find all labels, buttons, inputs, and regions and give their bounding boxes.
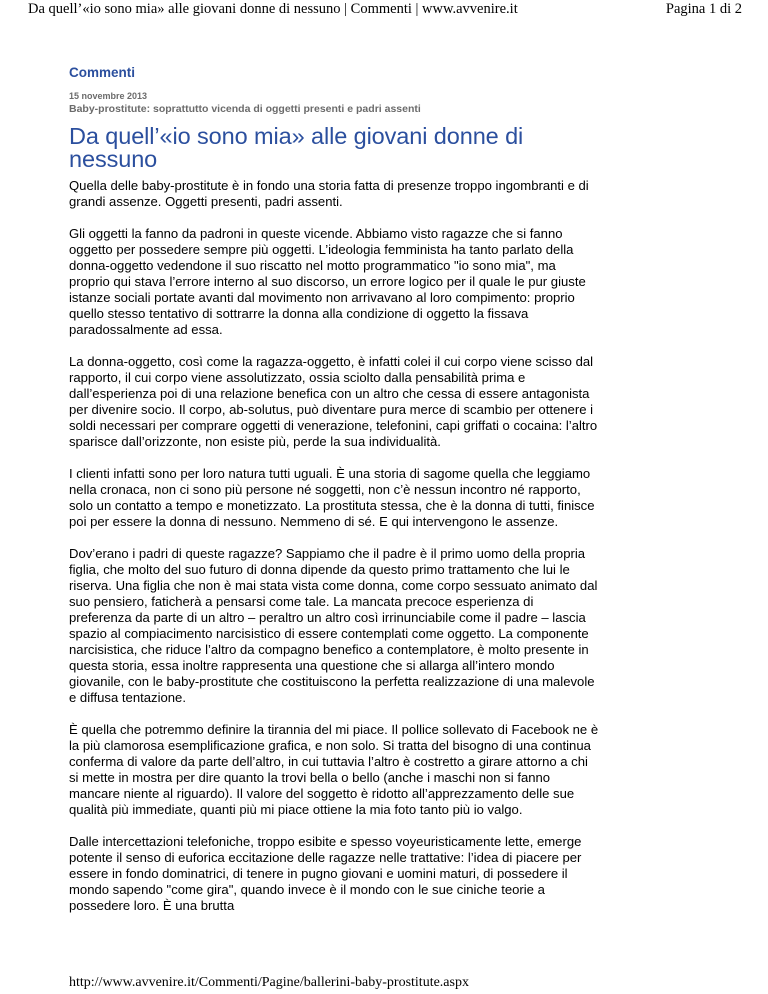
print-page-number: Pagina 1 di 2 (665, 1, 742, 17)
article-body (69, 178, 599, 914)
article-paragraph: La donna-oggetto, così come la ragazza-oggetto, è infatti colei il cui corpo viene scisso dal rapporto, il cui corpo viene assolutizzato, ossia sciolto dalla pensabilità prima e dall’esperienza poi di una relazione benefica con un altro che cessa di essere antagonista per divenire socio. Il corpo, ab-solutus, può diventare pura merce di scambio per ottenere i soldi necessari per comprare oggetti di venerazione, telefonini, capi griffati o cocaina: l’altro sparisce dall’orizzonte, non esiste più, perde la sua individualità. (69, 354, 598, 449)
article-paragraph: Dov’erano i padri di queste ragazze? Sappiamo che il padre è il primo uomo della propria figlia, che molto del suo futuro di donna dipende da questo primo trattamento che lui le riserva. Una figlia che non è mai stata vista come donna, come corpo sessuato animato dal suo pensiero, faticherà a pensarsi come tale. La mancata precoce esperienza di preferenza da parte di un altro – peraltro un altro così irrinunciabile come il padre – lascia spazio al compiacimento narcisistico di essere contemplati come oggetto. La componente narcisistica, che riduce l’altro da compagno benefico a contemplatore, è molto presente in questa storia, essa inoltre rappresenta una questione che si allarga all’intero mondo giovanile, con le baby-prostitute che costituiscono la perfetta realizzazione di una malevole e diffusa tentazione. (69, 546, 598, 705)
article-paragraph: Dalle intercettazioni telefoniche, troppo esibite e spesso voyeuristicamente lette, emerge potente il senso di euforica eccitazione delle ragazze nelle trattative: l’idea di piacere per essere in fondo dominatrici, di tenere in pugno giovani e uomini maturi, di possedere il mondo sapendo "come gira", quando invece è il mondo con le sue ciniche teorie a possedere loro. È una brutta (69, 834, 582, 913)
print-header (0, 0, 768, 22)
article-paragraph: Quella delle baby-prostitute è in fondo una storia fatta di presenze troppo ingombranti e di grandi assenze. Oggetti presenti, padri assenti. (69, 178, 589, 209)
section-link-commenti[interactable]: Commenti (69, 65, 136, 80)
article-headline: Da quell’«io sono mia» alle giovani donne di nessuno (69, 123, 524, 172)
article-date: 15 novembre 2013 (69, 91, 148, 101)
article-paragraph: Gli oggetti la fanno da padroni in queste vicende. Abbiamo visto ragazze che si fanno oggetto per possedere sempre più oggetti. L’ideologia femminista ha tanto parlato della donna-oggetto vedendone il suo riscatto nel motto programmatico "io sono mia", ma proprio qui stava l’errore interno al suo discorso, un errore logico per il quale le pur giuste istanze sociali portate avanti dal movimento non arrivavano al loro compimento: proprio quello stesso tentativo di sottrarre la donna alla condizione di oggetto la fissava paradossalmente ad essa. (69, 226, 586, 337)
print-header-title: Da quell’«io sono mia» alle giovani donne di nessuno | Commenti | www.avvenire.it (28, 1, 518, 17)
article-paragraph: I clienti infatti sono per loro natura tutti uguali. È una storia di sagome quella che leggiamo nella cronaca, non ci sono più persone né soggetti, non c’è nessun incontro né rapporto, solo un contatto a tempo e monetizzato. La prostituta stessa, che è la donna di tutti, finisce poi per essere la donna di nessuno. Nemmeno di sé. E qui intervengono le assenze. (69, 466, 595, 529)
print-footer-url: http://www.avvenire.it/Commenti/Pagine/ballerini-baby-prostitute.aspx (69, 975, 469, 990)
article-paragraph: È quella che potremmo definire la tirannia del mi piace. Il pollice sollevato di Facebook ne è la più clamorosa esemplificazione grafica, e non solo. Si tratta del bisogno di una continua conferma di valore da parte dell’altro, in cui tuttavia l’altro è costretto a girare attorno a chi si mette in mostra per dire quanto la trovi bella o bello (anche i maschi non si fanno mancare niente al riguardo). Il valore del soggetto è ridotto all’apprezzamento delle sue qualità più immediate, quanti più mi piace ottiene la mia foto tanto più io valgo. (69, 722, 599, 817)
article-kicker: Baby-prostitute: soprattutto vicenda di oggetti presenti e padri assenti (69, 103, 421, 115)
article (69, 64, 599, 930)
